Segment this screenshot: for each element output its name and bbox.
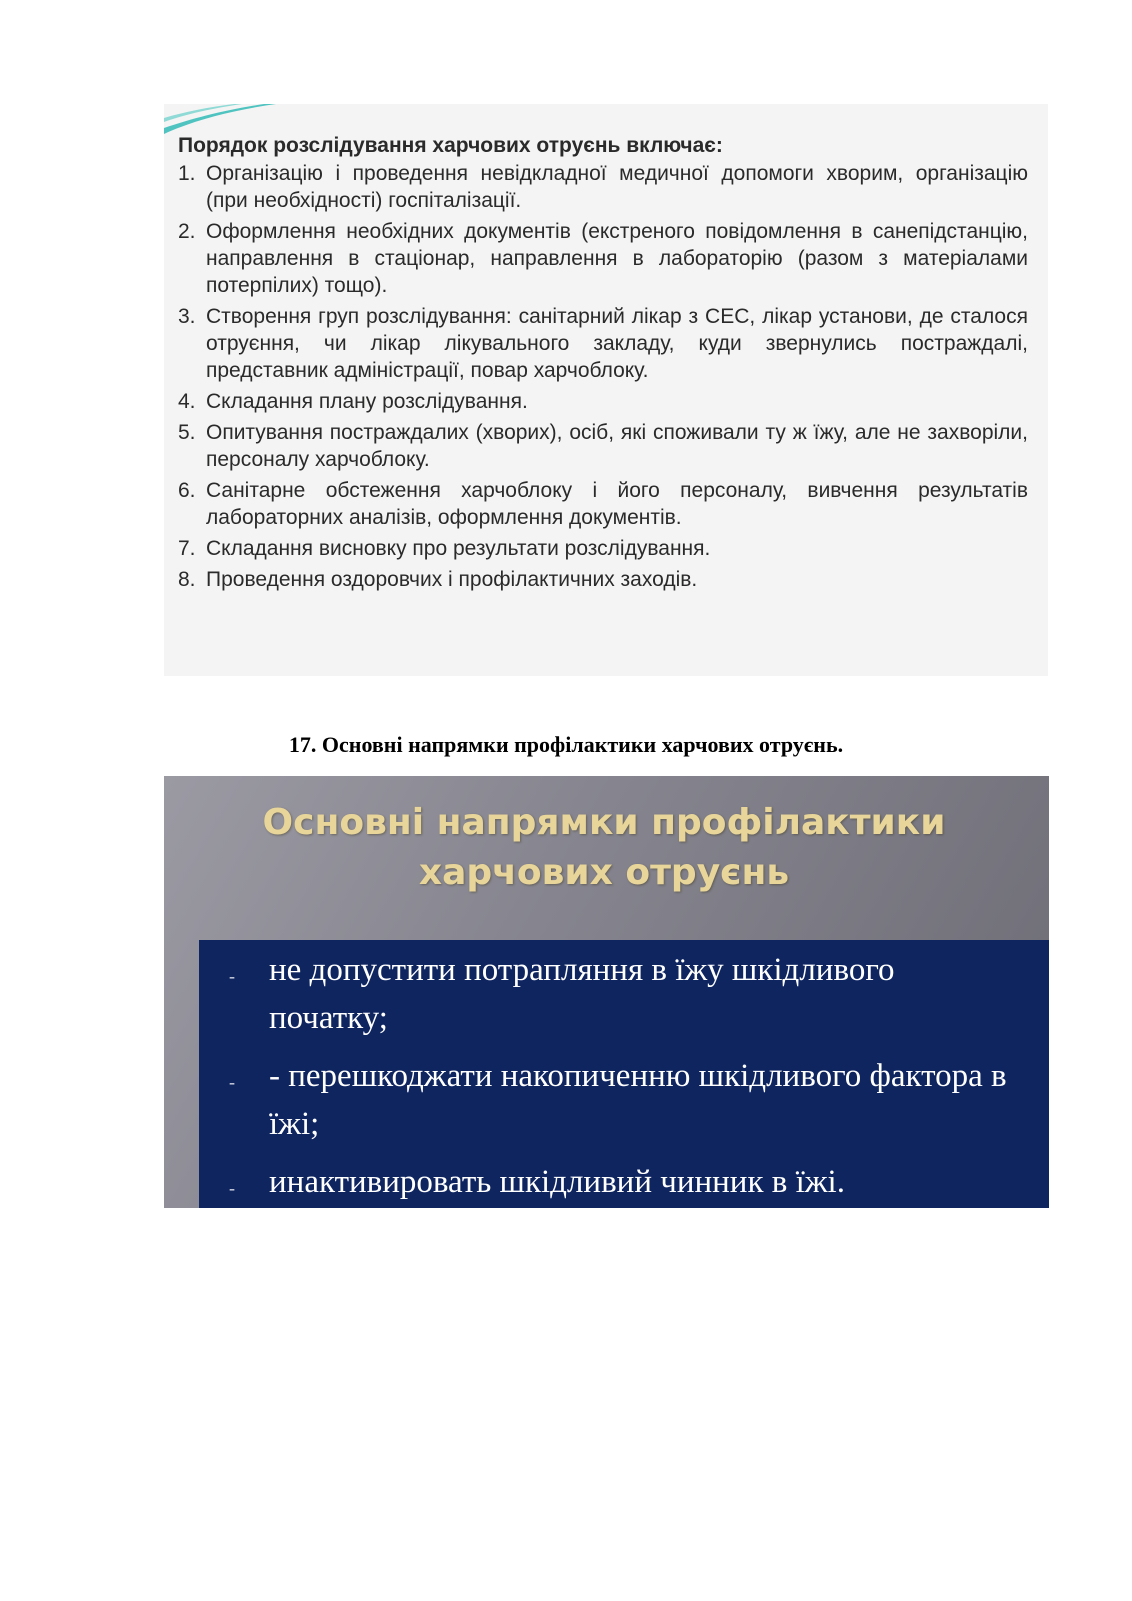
list-item-text: Опитування постраждалих (хворих), осіб, які споживали ту ж їжу, але не захворіли, персоналу харчоблоку. (206, 421, 1028, 471)
list-item (178, 566, 1028, 593)
list-item (178, 218, 1028, 299)
list-item (178, 419, 1028, 473)
bullet-text: - перешкоджати накопиченню шкідливого фактора в їжі; (269, 1058, 1007, 1142)
slide-accent-swoosh (164, 104, 1048, 134)
list-item-number: 7. (178, 537, 196, 560)
bullet-item (229, 946, 1019, 1042)
list-item-text: Створення груп розслідування: санітарний лікар з СЕС, лікар установи, де сталося отруєння, чи лікар лікувального закладу, куди звернулись постраждалі, представник адміністрації, повар харчоблоку. (206, 305, 1028, 382)
list-item-number: 6. (178, 479, 196, 502)
prevention-bullets-list (199, 940, 1049, 1208)
list-item-number: 4. (178, 390, 196, 413)
list-item-number: 2. (178, 220, 196, 243)
list-item-text: Організацію і проведення невідкладної медичної допомоги хворим, організацію (при необхідності) госпіталізації. (206, 162, 1028, 212)
bullet-marker: - (229, 1178, 235, 1198)
list-item-text: Проведення оздоровчих і профілактичних заходів. (206, 568, 698, 591)
investigation-steps-list (178, 160, 1028, 593)
list-item (178, 303, 1028, 384)
bullet-item (229, 1052, 1019, 1148)
list-item (178, 477, 1028, 531)
bullet-item (229, 1158, 1019, 1208)
section-heading: 17. Основні напрямки профілактики харчових отруєнь. (288, 732, 844, 757)
bullet-text: не допустити потрапляння в їжу шкідливого початку; (269, 952, 895, 1036)
list-item-text: Складання висновку про результати розслідування. (206, 537, 711, 560)
slide-prevention-directions (164, 776, 1049, 1208)
list-item-number: 8. (178, 568, 196, 591)
slide1-content (178, 132, 1028, 597)
bullet-text: инактивировать шкідливий чинник в їжі. (269, 1164, 845, 1200)
list-item-number: 5. (178, 421, 196, 444)
bullet-marker: - (229, 966, 235, 986)
list-item-number: 1. (178, 162, 196, 185)
bullet-marker: - (229, 1072, 235, 1092)
list-item (178, 535, 1028, 562)
slide2-title-line2: харчових отруєнь (418, 852, 790, 893)
slide2-bullet-panel (199, 940, 1049, 1208)
slide-investigation-procedure (164, 104, 1048, 676)
slide1-heading: Порядок розслідування харчових отруєнь включає: (178, 134, 723, 157)
list-item-number: 3. (178, 305, 196, 328)
list-item (178, 160, 1028, 214)
slide2-title-line1: Основні напрямки профілактики (262, 802, 946, 843)
list-item-text: Складання плану розслідування. (206, 390, 528, 413)
list-item-text: Оформлення необхідних документів (екстреного повідомлення в санепідстанцію, направлення в стаціонар, направлення в лабораторію (разом з матеріалами потерпілих) тощо). (206, 220, 1028, 297)
slide2-title (184, 798, 1024, 898)
list-item (178, 388, 1028, 415)
list-item-text: Санітарне обстеження харчоблоку і його персоналу, вивчення результатів лабораторних аналізів, оформлення документів. (206, 479, 1028, 529)
